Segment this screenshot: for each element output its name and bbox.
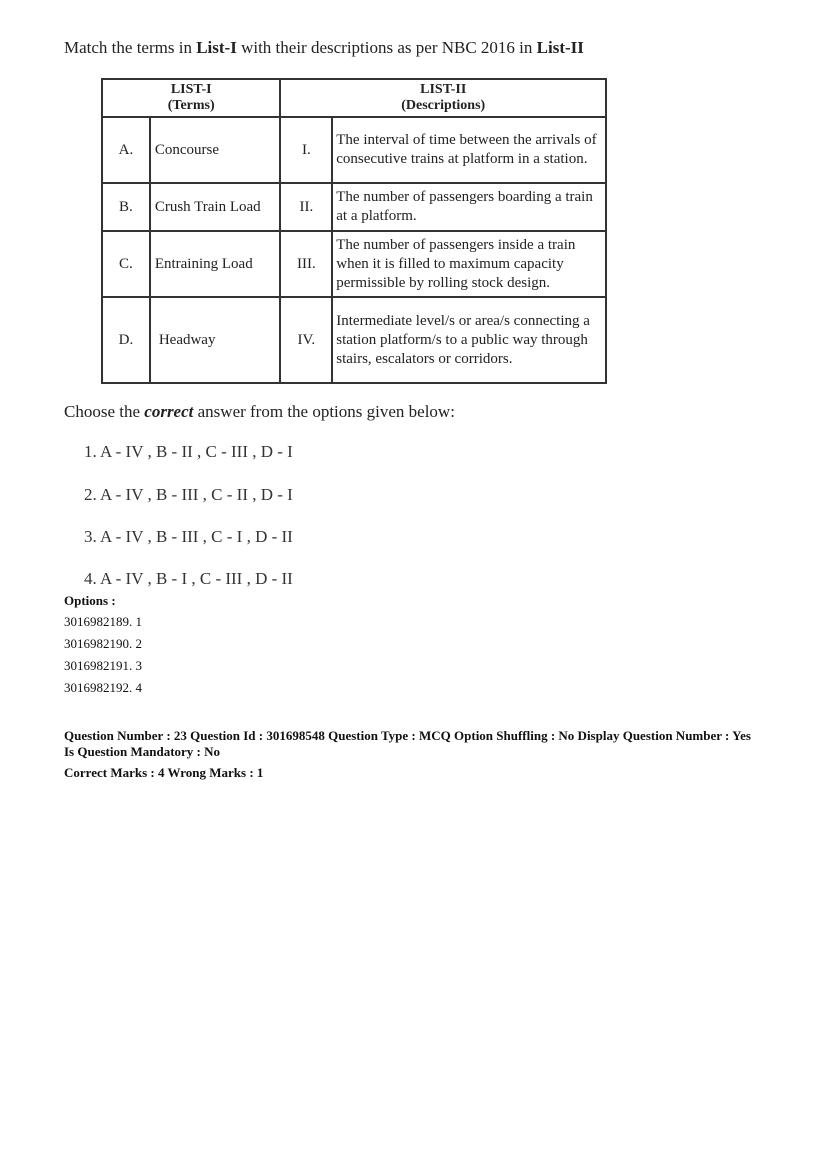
row-term: Headway: [150, 297, 281, 383]
row-letter: A.: [102, 117, 150, 183]
marks-info: Correct Marks : 4 Wrong Marks : 1: [64, 765, 264, 780]
row-desc: The number of passengers inside a train when it is filled to maximum capacity permissible by rolling stock design.: [332, 231, 606, 297]
option-id-2: 3016982190. 2: [64, 636, 142, 651]
option-id-4: 3016982192. 4: [64, 680, 142, 695]
list2-ref: List-II: [536, 38, 584, 57]
option-id-1: 3016982189. 1: [64, 614, 142, 629]
answer-option-3: 3. A - IV , B - III , C - I , D - II: [84, 527, 293, 546]
choose-instruction: [64, 402, 455, 422]
row-term: Crush Train Load: [150, 183, 281, 231]
row-roman: III.: [280, 231, 332, 297]
header-list2-title: LIST-II: [420, 82, 467, 97]
header-list1: [102, 79, 280, 117]
option-id-3: 3016982191. 3: [64, 658, 142, 673]
row-desc: The number of passengers boarding a train at a platform.: [332, 183, 606, 231]
question-prefix: Match the terms in: [64, 38, 197, 57]
table-row: [102, 231, 606, 297]
row-term: Entraining Load: [150, 231, 281, 297]
header-list1-sub: (Terms): [167, 98, 215, 113]
answer-option-2: 2. A - IV , B - III , C - II , D - I: [84, 485, 293, 504]
match-table: [101, 78, 607, 384]
row-term: Concourse: [150, 117, 281, 183]
choose-emphasis: correct: [144, 402, 194, 421]
row-roman: IV.: [280, 297, 332, 383]
row-roman: I.: [280, 117, 332, 183]
row-roman: II.: [280, 183, 332, 231]
choose-prefix: Choose the: [64, 402, 145, 421]
list1-ref: List-I: [196, 38, 237, 57]
answer-option-1: 1. A - IV , B - II , C - III , D - I: [84, 442, 293, 461]
table-row: [102, 297, 606, 383]
table-header-row: [102, 79, 606, 117]
table-row: [102, 183, 606, 231]
header-list2: [280, 79, 606, 117]
answer-option-4: 4. A - IV , B - I , C - III , D - II: [84, 569, 293, 588]
header-list2-sub: (Descriptions): [401, 98, 486, 113]
table-row: [102, 117, 606, 183]
row-desc: Intermediate level/s or area/s connecting a station platform/s to a public way through stairs, escalators or corridors.: [332, 297, 606, 383]
header-list1-title: LIST-I: [170, 82, 212, 97]
question-text: [64, 38, 584, 58]
question-middle: with their descriptions as per NBC 2016 in: [236, 38, 537, 57]
options-label: Options :: [64, 593, 116, 608]
choose-suffix: answer from the options given below:: [193, 402, 455, 421]
row-letter: B.: [102, 183, 150, 231]
row-letter: D.: [102, 297, 150, 383]
row-desc: The interval of time between the arrivals of consecutive trains at platform in a station.: [332, 117, 606, 183]
question-metadata: Question Number : 23 Question Id : 301698548 Question Type : MCQ Option Shuffling : No Display Question Number : Yes Is Question Mandatory : No: [64, 728, 751, 759]
row-letter: C.: [102, 231, 150, 297]
